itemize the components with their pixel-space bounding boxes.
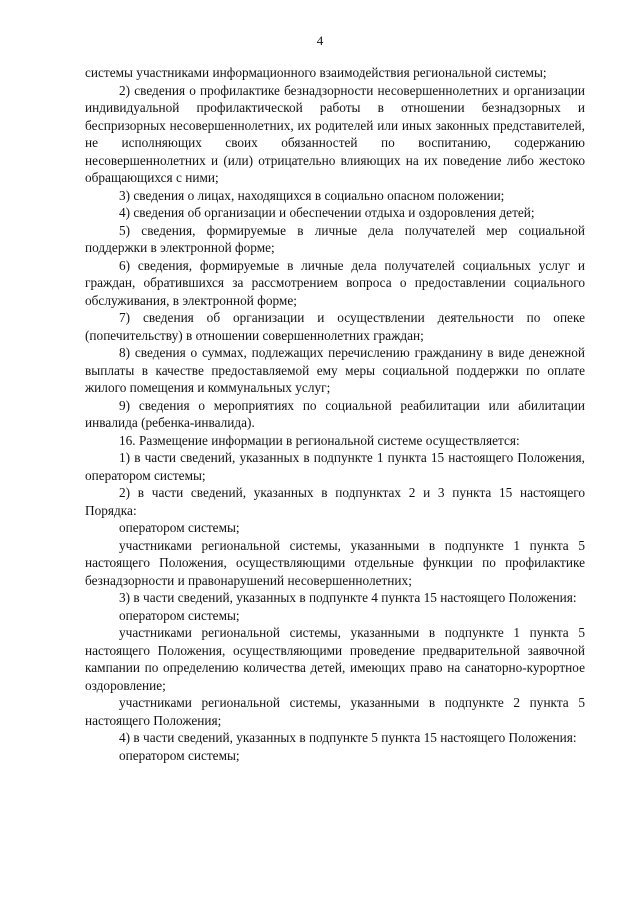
paragraph: участниками региональной системы, указанными в подпункте 1 пункта 5 настоящего Положения, осуществляющими проведение предварительной заявочной кампании по определению количества детей, имеющих право на санаторно-курортное оздоровление;: [85, 625, 585, 693]
document-body: [85, 64, 585, 764]
paragraph: 3) в части сведений, указанных в подпункте 4 пункта 15 настоящего Положения:: [119, 590, 577, 605]
paragraph: системы участниками информационного взаимодействия региональной системы;: [85, 65, 547, 80]
paragraph: 8) сведения о суммах, подлежащих перечислению гражданину в виде денежной выплаты в качестве предоставляемой ему меры социальной поддержки по оплате жилого помещения и коммунальных услуг;: [85, 345, 585, 395]
paragraph: 4) в части сведений, указанных в подпункте 5 пункта 15 настоящего Положения:: [119, 730, 577, 745]
paragraph: 6) сведения, формируемые в личные дела получателей социальных услуг и граждан, обратившихся за рассмотрением вопроса о предоставлении социального обслуживания, в электронной форме;: [85, 257, 585, 308]
paragraph: 2) сведения о профилактике безнадзорности несовершеннолетних и организации индивидуальной профилактической работы в отношении безнадзорных и беспризорных несовершеннолетних, их родителей или иных законных представителей, не исполняющих своих обязанностей по воспитанию, содержанию несовершеннолетних и (или) отрицательно влияющих на их поведение либо жестоко обращающихся с ними;: [85, 82, 585, 185]
paragraph: 5) сведения, формируемые в личные дела получателей мер социальной поддержки в электронной форме;: [85, 222, 585, 255]
paragraph: оператором системы;: [119, 520, 240, 535]
paragraph: участниками региональной системы, указанными в подпункте 2 пункта 5 настоящего Положения;: [85, 695, 585, 728]
paragraph: 7) сведения об организации и осуществлении деятельности по опеке (попечительству) в отношении совершеннолетних граждан;: [85, 310, 585, 343]
paragraph: участниками региональной системы, указанными в подпункте 1 пункта 5 настоящего Положения, осуществляющими отдельные функции по профилактике безнадзорности и правонарушений несовершеннолетних;: [85, 537, 585, 588]
paragraph: 4) сведения об организации и обеспечении отдыха и оздоровления детей;: [119, 205, 535, 220]
paragraph: оператором системы;: [119, 607, 240, 623]
page-number: 4: [316, 33, 324, 48]
paragraph: 2) в части сведений, указанных в подпунктах 2 и 3 пункта 15 настоящего Порядка:: [85, 485, 585, 518]
paragraph: 3) сведения о лицах, находящихся в социально опасном положении;: [119, 187, 505, 203]
paragraph: 16. Размещение информации в региональной системе осуществляется:: [119, 432, 520, 448]
paragraph: оператором системы;: [119, 747, 240, 763]
paragraph: 9) сведения о мероприятиях по социальной реабилитации или абилитации инвалида (ребенка-инвалида).: [85, 397, 585, 430]
paragraph: 1) в части сведений, указанных в подпункте 1 пункта 15 настоящего Положения, оператором системы;: [85, 450, 585, 483]
